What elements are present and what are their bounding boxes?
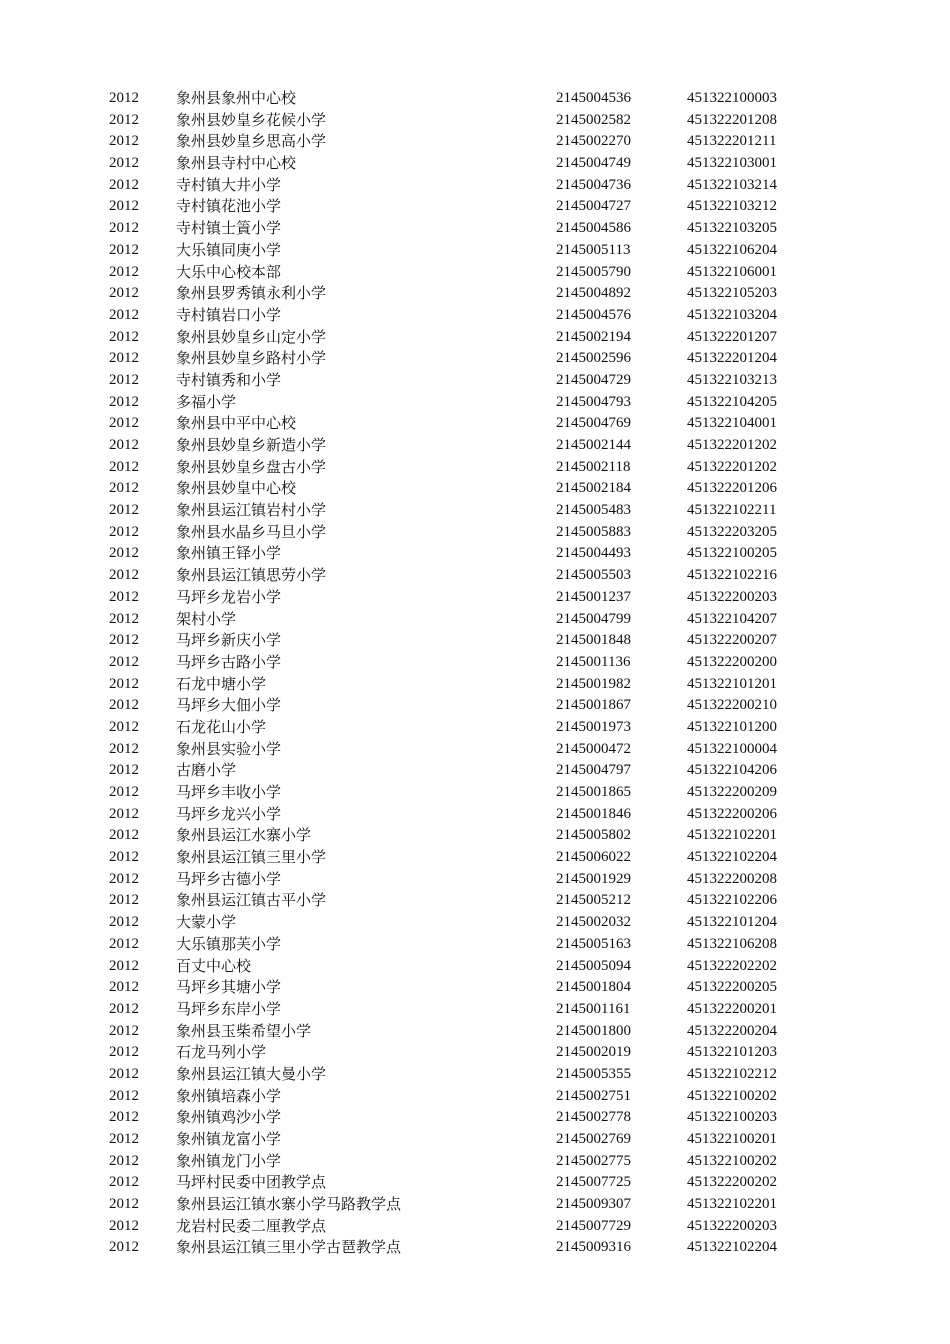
school-code-cell: 2145004729 <box>556 371 631 388</box>
school-code-cell: 2145007729 <box>556 1217 631 1234</box>
region-code-cell: 451322106204 <box>687 241 777 258</box>
school-name-cell: 象州县妙皇乡盘古小学 <box>176 457 327 476</box>
table-row <box>0 262 950 284</box>
region-code-cell: 451322101203 <box>687 1044 777 1061</box>
school-name-cell: 象州县中平中心校 <box>176 414 297 433</box>
year-cell: 2012 <box>109 697 139 714</box>
table-row <box>0 1086 950 1108</box>
school-name-cell: 架村小学 <box>176 609 237 628</box>
region-code-cell: 451322100205 <box>687 545 777 562</box>
table-row <box>0 760 950 782</box>
year-cell: 2012 <box>109 458 139 475</box>
school-name-cell: 寺村镇岩口小学 <box>176 305 282 324</box>
table-row <box>0 739 950 761</box>
year-cell: 2012 <box>109 502 139 519</box>
year-cell: 2012 <box>109 1109 139 1126</box>
school-code-cell: 2145000472 <box>556 740 631 757</box>
school-name-cell: 马坪乡东岸小学 <box>176 999 282 1018</box>
year-cell: 2012 <box>109 393 139 410</box>
school-code-cell: 2145006022 <box>556 849 631 866</box>
year-cell: 2012 <box>109 523 139 540</box>
year-cell: 2012 <box>109 784 139 800</box>
school-name-cell: 石龙中塘小学 <box>176 674 267 693</box>
region-code-cell: 451322200208 <box>687 870 777 887</box>
table-row <box>0 283 950 305</box>
region-code-cell: 451322100201 <box>687 1131 777 1147</box>
school-name-cell: 象州县妙皇乡花候小学 <box>176 110 327 129</box>
school-name-cell: 寺村镇花池小学 <box>176 197 282 216</box>
school-name-cell: 石龙马列小学 <box>176 1043 267 1062</box>
table-row <box>0 110 950 132</box>
school-name-cell: 象州镇龙富小学 <box>176 1130 282 1148</box>
school-name-cell: 寺村镇大井小学 <box>176 175 282 194</box>
table-row <box>0 565 950 587</box>
table-row <box>0 999 950 1021</box>
table-row <box>0 131 950 153</box>
region-code-cell: 451322201211 <box>687 133 777 150</box>
table-row <box>0 348 950 370</box>
region-code-cell: 451322101204 <box>687 914 777 931</box>
year-cell: 2012 <box>109 805 139 822</box>
year-cell: 2012 <box>109 437 139 453</box>
table-row <box>0 88 950 110</box>
year-cell: 2012 <box>109 632 139 649</box>
region-code-cell: 451322200205 <box>687 979 777 996</box>
table-row <box>0 175 950 197</box>
school-code-cell: 2145005113 <box>556 241 631 258</box>
school-name-cell: 大乐中心校本部 <box>176 262 282 281</box>
year-cell: 2012 <box>109 588 139 605</box>
table-row <box>0 1107 950 1129</box>
region-code-cell: 451322102206 <box>687 892 777 909</box>
school-name-cell: 寺村镇秀和小学 <box>176 370 282 389</box>
year-cell: 2012 <box>109 1022 139 1039</box>
table-row <box>0 478 950 500</box>
region-code-cell: 451322201202 <box>687 437 777 453</box>
school-name-cell: 大蒙小学 <box>176 913 237 932</box>
school-name-cell: 马坪乡古德小学 <box>176 869 282 888</box>
year-cell: 2012 <box>109 328 139 345</box>
region-code-cell: 451322201208 <box>687 111 777 128</box>
school-name-cell: 象州县运江镇三里小学 <box>176 848 327 867</box>
region-code-cell: 451322200200 <box>687 653 777 670</box>
school-name-cell: 马坪乡丰收小学 <box>176 783 282 801</box>
region-code-cell: 451322200210 <box>687 697 777 714</box>
region-code-cell: 451322100202 <box>687 1152 777 1169</box>
year-cell: 2012 <box>109 1000 139 1017</box>
school-code-cell: 2145002032 <box>556 914 631 931</box>
year-cell: 2012 <box>109 198 139 215</box>
school-code-cell: 2145005355 <box>556 1065 631 1082</box>
school-name-cell: 象州县运江镇古平小学 <box>176 891 327 910</box>
school-code-cell: 2145009307 <box>556 1196 631 1213</box>
region-code-cell: 451322104205 <box>687 393 777 410</box>
year-cell: 2012 <box>109 1239 139 1256</box>
school-name-cell: 象州县运江镇岩村小学 <box>176 501 327 520</box>
table-row <box>0 218 950 240</box>
school-name-cell: 马坪村民委中团教学点 <box>176 1173 327 1192</box>
school-name-cell: 象州县实验小学 <box>176 739 282 758</box>
year-cell: 2012 <box>109 957 139 974</box>
school-name-cell: 象州县运江镇水寨小学马路教学点 <box>176 1195 402 1214</box>
school-code-cell: 2145005212 <box>556 892 631 909</box>
year-cell: 2012 <box>109 1196 139 1213</box>
year-cell: 2012 <box>109 675 139 692</box>
school-name-cell: 象州县罗秀镇永利小学 <box>176 284 327 303</box>
school-name-cell: 象州县妙皇乡路村小学 <box>176 349 327 368</box>
school-name-cell: 象州镇王铎小学 <box>176 544 282 563</box>
year-cell: 2012 <box>109 1131 139 1147</box>
table-row <box>0 392 950 414</box>
table-row <box>0 782 950 804</box>
region-code-cell: 451322102211 <box>687 502 777 519</box>
table-row <box>0 370 950 392</box>
table-row <box>0 1042 950 1064</box>
region-code-cell: 451322102201 <box>687 1196 777 1213</box>
table-row <box>0 587 950 609</box>
region-code-cell: 451322200203 <box>687 588 777 605</box>
year-cell: 2012 <box>109 567 139 584</box>
region-code-cell: 451322104206 <box>687 762 777 779</box>
year-cell: 2012 <box>109 849 139 866</box>
table-row <box>0 1194 950 1216</box>
school-name-cell: 象州县运江镇三里小学古琶教学点 <box>176 1238 402 1257</box>
school-code-cell: 2145002194 <box>556 328 631 345</box>
school-name-cell: 古磨小学 <box>176 761 237 780</box>
school-code-cell: 2145004892 <box>556 285 631 302</box>
year-cell: 2012 <box>109 1044 139 1061</box>
table-row <box>0 977 950 999</box>
year-cell: 2012 <box>109 1152 139 1169</box>
year-cell: 2012 <box>109 1174 139 1191</box>
school-code-cell: 2145002019 <box>556 1044 631 1061</box>
school-code-cell: 2145001982 <box>556 675 631 692</box>
school-name-cell: 马坪乡其塘小学 <box>176 978 282 997</box>
year-cell: 2012 <box>109 762 139 779</box>
table-row <box>0 1216 950 1238</box>
school-code-cell: 2145005790 <box>556 263 631 280</box>
table-row <box>0 1151 950 1173</box>
table-row <box>0 912 950 934</box>
school-name-cell: 石龙花山小学 <box>176 717 267 736</box>
school-code-cell: 2145002775 <box>556 1152 631 1169</box>
school-code-cell: 2145005094 <box>556 957 631 974</box>
table-row <box>0 457 950 479</box>
school-code-cell: 2145001161 <box>556 1000 631 1017</box>
year-cell: 2012 <box>109 155 139 172</box>
region-code-cell: 451322102204 <box>687 849 777 866</box>
year-cell: 2012 <box>109 241 139 258</box>
school-code-cell: 2145004799 <box>556 610 631 627</box>
school-code-cell: 2145004493 <box>556 545 631 562</box>
table-row <box>0 1172 950 1194</box>
year-cell: 2012 <box>109 306 139 323</box>
school-name-cell: 象州县妙皇乡新造小学 <box>176 436 327 454</box>
school-name-cell: 象州县妙皇中心校 <box>176 479 297 498</box>
region-code-cell: 451322101201 <box>687 675 777 692</box>
school-name-cell: 象州县妙皇乡思高小学 <box>176 132 327 151</box>
region-code-cell: 451322103205 <box>687 220 777 237</box>
region-code-cell: 451322103212 <box>687 198 777 215</box>
school-code-cell: 2145002596 <box>556 350 631 367</box>
region-code-cell: 451322102212 <box>687 1065 777 1082</box>
table-row <box>0 630 950 652</box>
region-code-cell: 451322103001 <box>687 155 777 172</box>
year-cell: 2012 <box>109 545 139 562</box>
school-name-cell: 马坪乡大佃小学 <box>176 696 282 715</box>
year-cell: 2012 <box>109 133 139 150</box>
region-code-cell: 451322100202 <box>687 1087 777 1104</box>
school-code-cell: 2145005483 <box>556 502 631 519</box>
region-code-cell: 451322200202 <box>687 1174 777 1191</box>
table-row <box>0 652 950 674</box>
region-code-cell: 451322200207 <box>687 632 777 649</box>
school-code-cell: 2145004769 <box>556 415 631 432</box>
table-row <box>0 1237 950 1259</box>
year-cell: 2012 <box>109 90 139 106</box>
year-cell: 2012 <box>109 1087 139 1104</box>
table-row <box>0 153 950 175</box>
school-name-cell: 象州县寺村中心校 <box>176 154 297 173</box>
table-row <box>0 804 950 826</box>
region-code-cell: 451322106208 <box>687 935 777 952</box>
region-code-cell: 451322100203 <box>687 1109 777 1126</box>
school-name-cell: 马坪乡新庆小学 <box>176 631 282 650</box>
table-row <box>0 869 950 891</box>
table-row <box>0 890 950 912</box>
year-cell: 2012 <box>109 176 139 193</box>
year-cell: 2012 <box>109 371 139 388</box>
year-cell: 2012 <box>109 285 139 302</box>
region-code-cell: 451322200206 <box>687 805 777 822</box>
region-code-cell: 451322106001 <box>687 263 777 280</box>
region-code-cell: 451322201202 <box>687 458 777 475</box>
school-code-cell: 2145001865 <box>556 784 631 800</box>
table-row <box>0 934 950 956</box>
school-code-cell: 2145005163 <box>556 935 631 952</box>
table-row <box>0 609 950 631</box>
school-code-cell: 2145004793 <box>556 393 631 410</box>
year-cell: 2012 <box>109 979 139 996</box>
year-cell: 2012 <box>109 350 139 367</box>
school-code-cell: 2145005802 <box>556 827 631 844</box>
school-code-cell: 2145004727 <box>556 198 631 215</box>
table-row <box>0 240 950 262</box>
region-code-cell: 451322201204 <box>687 350 777 367</box>
region-code-cell: 451322200209 <box>687 784 777 800</box>
school-code-cell: 2145002778 <box>556 1109 631 1126</box>
school-name-cell: 象州镇培森小学 <box>176 1086 282 1105</box>
table-row <box>0 196 950 218</box>
school-name-cell: 象州县水晶乡马旦小学 <box>176 522 327 541</box>
school-code-cell: 2145002769 <box>556 1131 631 1147</box>
school-name-cell: 龙岩村民委二厘教学点 <box>176 1216 327 1235</box>
school-code-cell: 2145004736 <box>556 176 631 193</box>
year-cell: 2012 <box>109 415 139 432</box>
table-row <box>0 674 950 696</box>
school-name-cell: 象州县妙皇乡山定小学 <box>176 327 327 346</box>
school-code-cell: 2145001973 <box>556 718 631 735</box>
school-code-cell: 2145004586 <box>556 220 631 237</box>
school-code-cell: 2145001800 <box>556 1022 631 1039</box>
school-code-cell: 2145001848 <box>556 632 631 649</box>
school-name-cell: 象州县玉柴希望小学 <box>176 1021 312 1040</box>
school-code-cell: 2145009316 <box>556 1239 631 1256</box>
region-code-cell: 451322103214 <box>687 176 777 193</box>
school-code-cell: 2145001804 <box>556 979 631 996</box>
school-code-cell: 2145001136 <box>556 653 631 670</box>
region-code-cell: 451322101200 <box>687 718 777 735</box>
year-cell: 2012 <box>109 263 139 280</box>
school-name-cell: 大乐镇那芙小学 <box>176 934 282 953</box>
school-name-cell: 马坪乡龙兴小学 <box>176 804 282 823</box>
year-cell: 2012 <box>109 870 139 887</box>
school-code-cell: 2145001237 <box>556 588 631 605</box>
school-code-cell: 2145005503 <box>556 567 631 584</box>
table-row <box>0 847 950 869</box>
region-code-cell: 451322201207 <box>687 328 777 345</box>
region-code-cell: 451322200204 <box>687 1022 777 1039</box>
school-code-cell: 2145002582 <box>556 111 631 128</box>
year-cell: 2012 <box>109 740 139 757</box>
year-cell: 2012 <box>109 220 139 237</box>
region-code-cell: 451322104207 <box>687 610 777 627</box>
school-name-cell: 象州镇龙门小学 <box>176 1151 282 1170</box>
table-row <box>0 825 950 847</box>
table-row <box>0 1064 950 1086</box>
school-code-cell: 2145001846 <box>556 805 631 822</box>
school-code-cell: 2145004536 <box>556 90 631 106</box>
region-code-cell: 451322100004 <box>687 740 777 757</box>
table-row <box>0 695 950 717</box>
region-code-cell: 451322102216 <box>687 567 777 584</box>
year-cell: 2012 <box>109 653 139 670</box>
region-code-cell: 451322102204 <box>687 1239 777 1256</box>
year-cell: 2012 <box>109 718 139 735</box>
table-row <box>0 435 950 457</box>
region-code-cell: 451322102201 <box>687 827 777 844</box>
table-row <box>0 413 950 435</box>
region-code-cell: 451322100003 <box>687 90 777 106</box>
year-cell: 2012 <box>109 111 139 128</box>
school-name-cell: 象州县运江镇大曼小学 <box>176 1064 327 1083</box>
year-cell: 2012 <box>109 935 139 952</box>
school-code-cell: 2145002184 <box>556 480 631 497</box>
year-cell: 2012 <box>109 480 139 497</box>
table-row <box>0 500 950 522</box>
table-row <box>0 543 950 565</box>
school-code-cell: 2145001867 <box>556 697 631 714</box>
school-code-cell: 2145002144 <box>556 437 631 453</box>
table-row <box>0 305 950 327</box>
region-code-cell: 451322103204 <box>687 306 777 323</box>
school-code-cell: 2145002270 <box>556 133 631 150</box>
region-code-cell: 451322103213 <box>687 371 777 388</box>
school-name-cell: 马坪乡龙岩小学 <box>176 587 282 606</box>
school-name-cell: 大乐镇同庚小学 <box>176 240 282 259</box>
school-name-cell: 多福小学 <box>176 392 237 411</box>
table-row <box>0 1129 950 1151</box>
school-code-cell: 2145004797 <box>556 762 631 779</box>
table-row <box>0 522 950 544</box>
school-name-cell: 象州县运江镇思劳小学 <box>176 566 327 585</box>
year-cell: 2012 <box>109 892 139 909</box>
school-code-cell: 2145004576 <box>556 306 631 323</box>
school-name-cell: 马坪乡古路小学 <box>176 652 282 671</box>
table-row <box>0 956 950 978</box>
school-name-cell: 象州镇鸡沙小学 <box>176 1108 282 1127</box>
region-code-cell: 451322203205 <box>687 523 777 540</box>
table-row <box>0 717 950 739</box>
table-row <box>0 327 950 349</box>
school-code-cell: 2145004749 <box>556 155 631 172</box>
year-cell: 2012 <box>109 610 139 627</box>
region-code-cell: 451322104001 <box>687 415 777 432</box>
school-name-cell: 象州县象州中心校 <box>176 89 297 107</box>
region-code-cell: 451322200201 <box>687 1000 777 1017</box>
school-code-cell: 2145005883 <box>556 523 631 540</box>
region-code-cell: 451322202202 <box>687 957 777 974</box>
year-cell: 2012 <box>109 827 139 844</box>
year-cell: 2012 <box>109 1217 139 1234</box>
school-name-cell: 寺村镇士篢小学 <box>176 219 282 238</box>
region-code-cell: 451322200203 <box>687 1217 777 1234</box>
school-name-cell: 百丈中心校 <box>176 956 252 975</box>
school-code-cell: 2145007725 <box>556 1174 631 1191</box>
region-code-cell: 451322105203 <box>687 285 777 302</box>
school-code-cell: 2145002118 <box>556 458 631 475</box>
year-cell: 2012 <box>109 1065 139 1082</box>
school-name-cell: 象州县运江水寨小学 <box>176 826 312 845</box>
region-code-cell: 451322201206 <box>687 480 777 497</box>
year-cell: 2012 <box>109 914 139 931</box>
table-row <box>0 1021 950 1043</box>
data-table <box>0 88 950 1259</box>
school-code-cell: 2145001929 <box>556 870 631 887</box>
school-code-cell: 2145002751 <box>556 1087 631 1104</box>
